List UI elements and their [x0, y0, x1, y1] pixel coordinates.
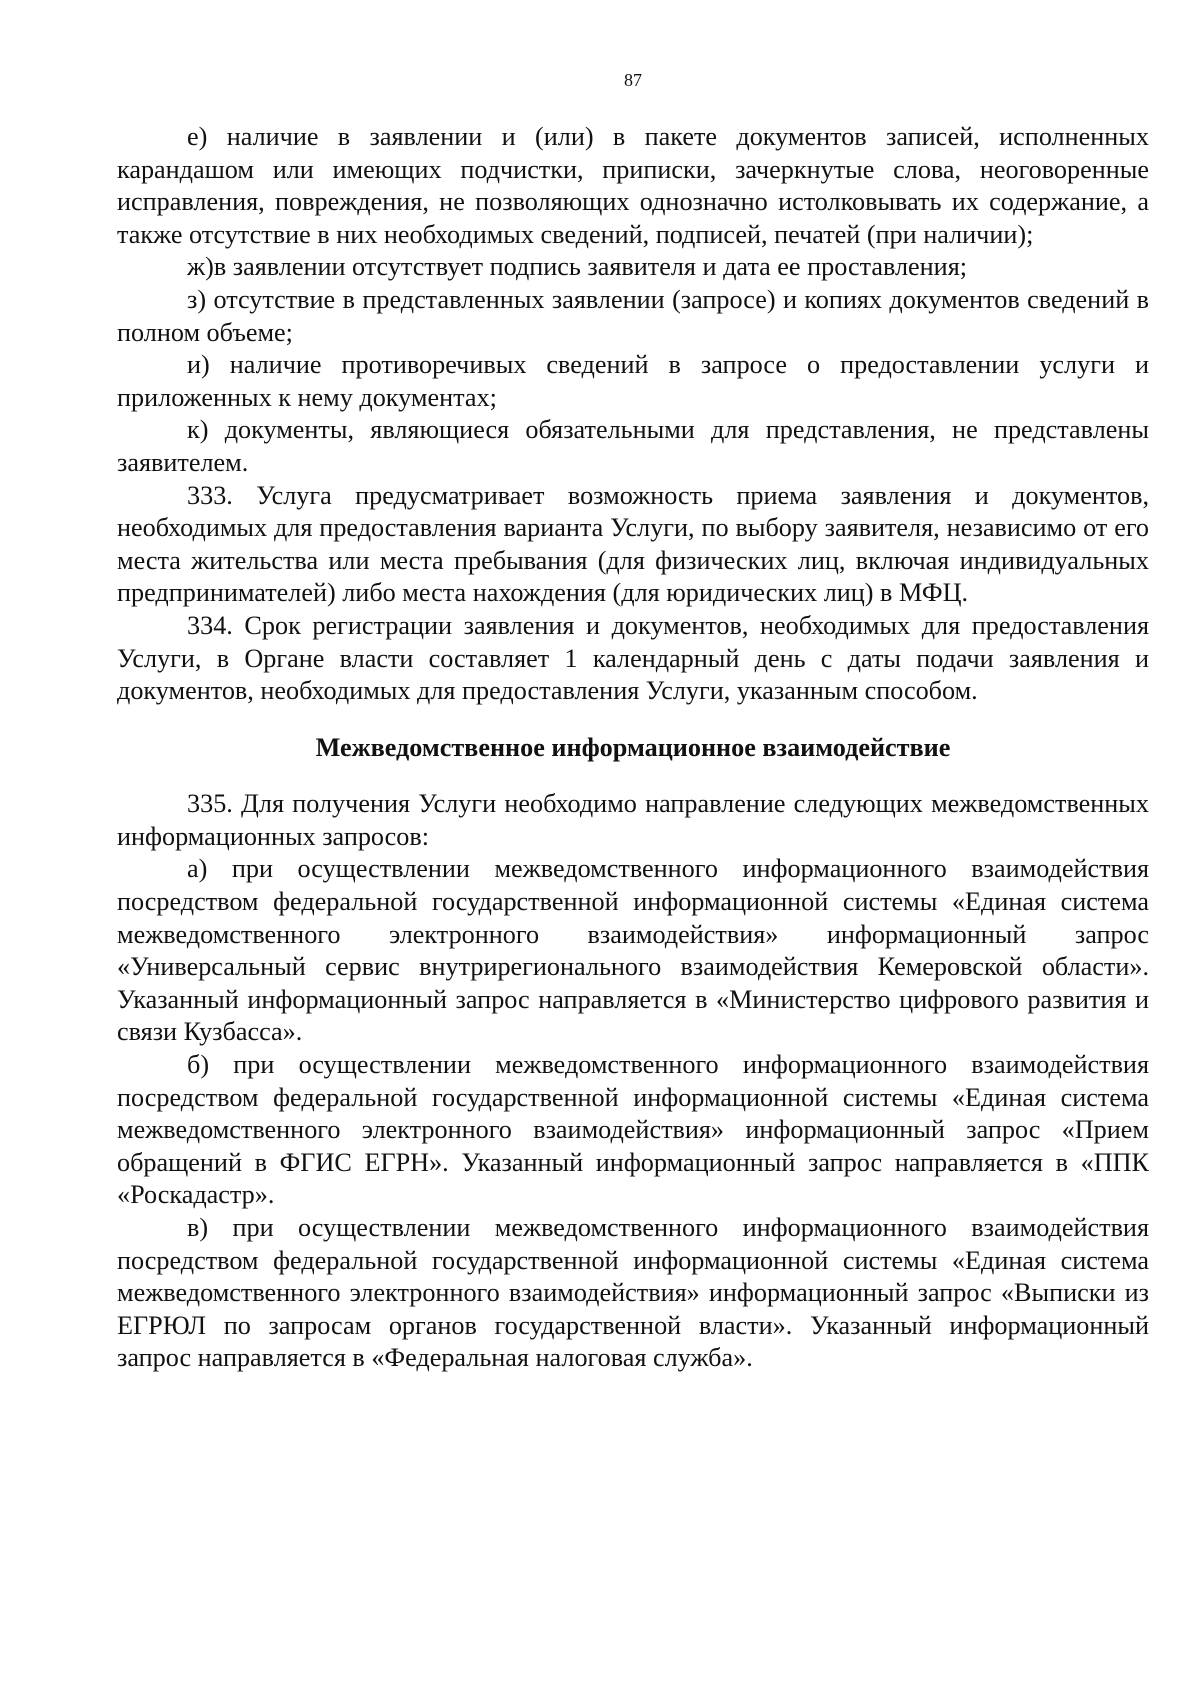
paragraph-335: 335. Для получения Услуги необходимо направление следующих межведомственных информационных запросов: [117, 789, 1149, 851]
paragraph-334: 334. Срок регистрации заявления и документов, необходимых для предоставления Услуги, в Органе власти составляет 1 календарный день с даты подачи заявления и документов, необходимых для предоставления Услуги, указанным способом. [117, 610, 1149, 706]
paragraph-z: з) отсутствие в представленных заявлении (запросе) и копиях документов сведений в полном объеме; [117, 284, 1149, 347]
section-heading: Межведомственное информационное взаимодействие [315, 732, 951, 762]
paragraph-v: в) при осуществлении межведомственного информационного взаимодействия посредством федеральной государственной информационной системы «Единая система межведомственного электронного взаимодействия» информационный запрос «Выписки из ЕГРЮЛ по запросам органов государственной власти». Указанный информационный запрос направляется в «Федеральная налоговая служба». [117, 1213, 1149, 1373]
paragraph-a: а) при осуществлении межведомственного информационного взаимодействия посредством федеральной государственной информационной системы «Единая система межведомственного электронного взаимодействия» информационный запрос «Универсальный сервис внутрирегионального взаимодействия Кемеровской области». Указанный информационный запрос направляется в «Министерство цифрового развития и связи Кузбасса». [117, 854, 1149, 1047]
paragraph-e: е) наличие в заявлении и (или) в пакете документов записей, исполненных карандашом или имеющих подчистки, приписки, зачеркнутые слова, неоговоренные исправления, повреждения, не позволяющих однозначно истолковывать их содержание, а также отсутствие в них необходимых сведений, подписей, печатей (при наличии); [117, 122, 1149, 249]
paragraph-k: к) документы, являющиеся обязательными для представления, не представлены заявителем. [117, 415, 1149, 477]
paragraph-i: и) наличие противоречивых сведений в запросе о предоставлении услуги и приложенных к нему документах; [117, 350, 1149, 412]
paragraph-333: 333. Услуга предусматривает возможность приема заявления и документов, необходимых для предоставления варианта Услуги, по выбору заявителя, независимо от его места жительства или места пребывания (для физических лиц, включая индивидуальных предпринимателей) либо места нахождения (для юридических лиц) в МФЦ. [117, 480, 1149, 608]
paragraph-zh: ж)в заявлении отсутствует подпись заявителя и дата ее проставления; [187, 252, 968, 282]
document-body [117, 121, 1149, 1375]
page-number: 87 [624, 70, 642, 90]
paragraph-b: б) при осуществлении межведомственного информационного взаимодействия посредством федеральной государственной информационной системы «Единая система межведомственного электронного взаимодействия» информационный запрос «Прием обращений в ФГИС ЕГРН». Указанный информационный запрос направляется в «ППК «Роскадастр». [117, 1050, 1149, 1210]
